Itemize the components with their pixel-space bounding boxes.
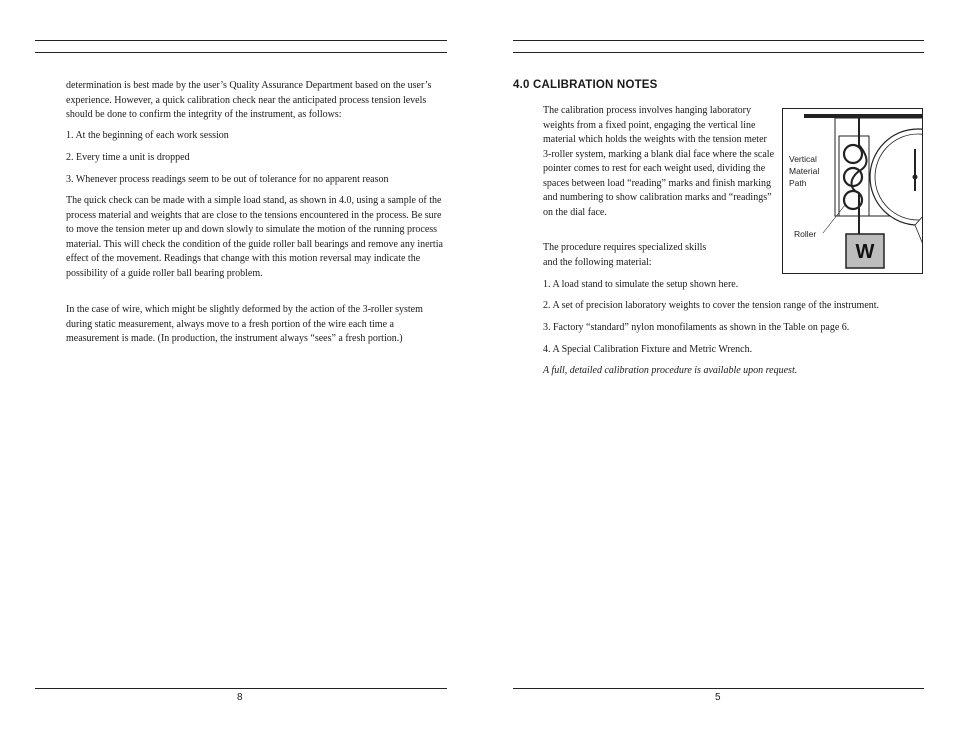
section-heading: 4.0 CALIBRATION NOTES <box>513 79 658 91</box>
right-header-rule-top <box>513 40 924 41</box>
left-header-rule-bottom <box>35 52 447 53</box>
figure-label-roller: Roller <box>794 229 817 239</box>
right-list-item-2: 2. A set of precision laboratory weights to cover the tension range of the instrument. <box>543 300 880 311</box>
left-list-item-2: 2. Every time a unit is dropped <box>66 152 190 163</box>
dial-pivot <box>913 175 918 180</box>
left-list-item-1: 1. At the beginning of each work session <box>66 130 229 141</box>
weight-label: W <box>855 241 875 263</box>
right-page-number: 5 <box>715 692 721 703</box>
right-note-italic: A full, detailed calibration procedure is available upon request. <box>543 365 798 376</box>
left-paragraph-quick-check: The quick check can be made with a simple load stand, as shown in 4.0, using a sample of the process material and weights that are close to the tensions encountered in the process. Be sure to move the tension meter up and down slowly to simulate the motion of the running process material. This will check the condition of the guide roller ball bearings and remove any inertia effect of the movement. Readings that change with this motion reversal may indicate the possibility of a guide roller ball bearing problem. <box>66 195 443 279</box>
right-paragraph-procedure-line1: The procedure requires specialized skills <box>543 242 707 253</box>
left-list-item-3: 3. Whenever process readings seem to be out of tolerance for no apparent reason <box>66 174 389 185</box>
right-footer-rule <box>513 688 924 689</box>
figure-label-path: Path <box>789 178 807 188</box>
left-paragraph-wire: In the case of wire, which might be slightly deformed by the action of the 3-roller system during static measurement, always move to a fresh portion of the wire each time a measurement is made. (In production, the instrument always “sees” a fresh portion.) <box>66 304 423 344</box>
right-list-item-1: 1. A load stand to simulate the setup shown here. <box>543 279 739 290</box>
left-header-rule-top <box>35 40 447 41</box>
roller-top <box>844 145 862 163</box>
left-intro-paragraph: determination is best made by the user’s Quality Assurance Department based on the user’s experience. However, a quick calibration check near the anticipated process tension levels should be done to confirm the integrity of the instrument, as follows: <box>66 80 432 120</box>
calibration-setup-figure <box>782 108 923 274</box>
right-list-item-3: 3. Factory “standard” nylon monofilaments as shown in the Table on page 6. <box>543 322 850 333</box>
left-page-number: 8 <box>237 692 243 703</box>
figure-label-vertical: Vertical <box>789 154 817 164</box>
right-list-item-4: 4. A Special Calibration Fixture and Metric Wrench. <box>543 344 753 355</box>
roller-leader <box>823 205 845 233</box>
right-paragraph-procedure-line2: and the following material: <box>543 257 652 268</box>
right-paragraph-calibration: The calibration process involves hanging laboratory weights from a fixed point, engaging the vertical line material which holds the weights with the tension meter 3-roller system, marking a blank dial face where the scale pointer comes to rest for each weight used, dividing the spaces between load “reading” marks and finish marking and numbering to show calibration marks and “readings” on the dial face. <box>543 105 775 218</box>
left-footer-rule <box>35 688 447 689</box>
support-bar <box>804 114 923 118</box>
right-header-rule-bottom <box>513 52 924 53</box>
figure-label-material: Material <box>789 166 820 176</box>
